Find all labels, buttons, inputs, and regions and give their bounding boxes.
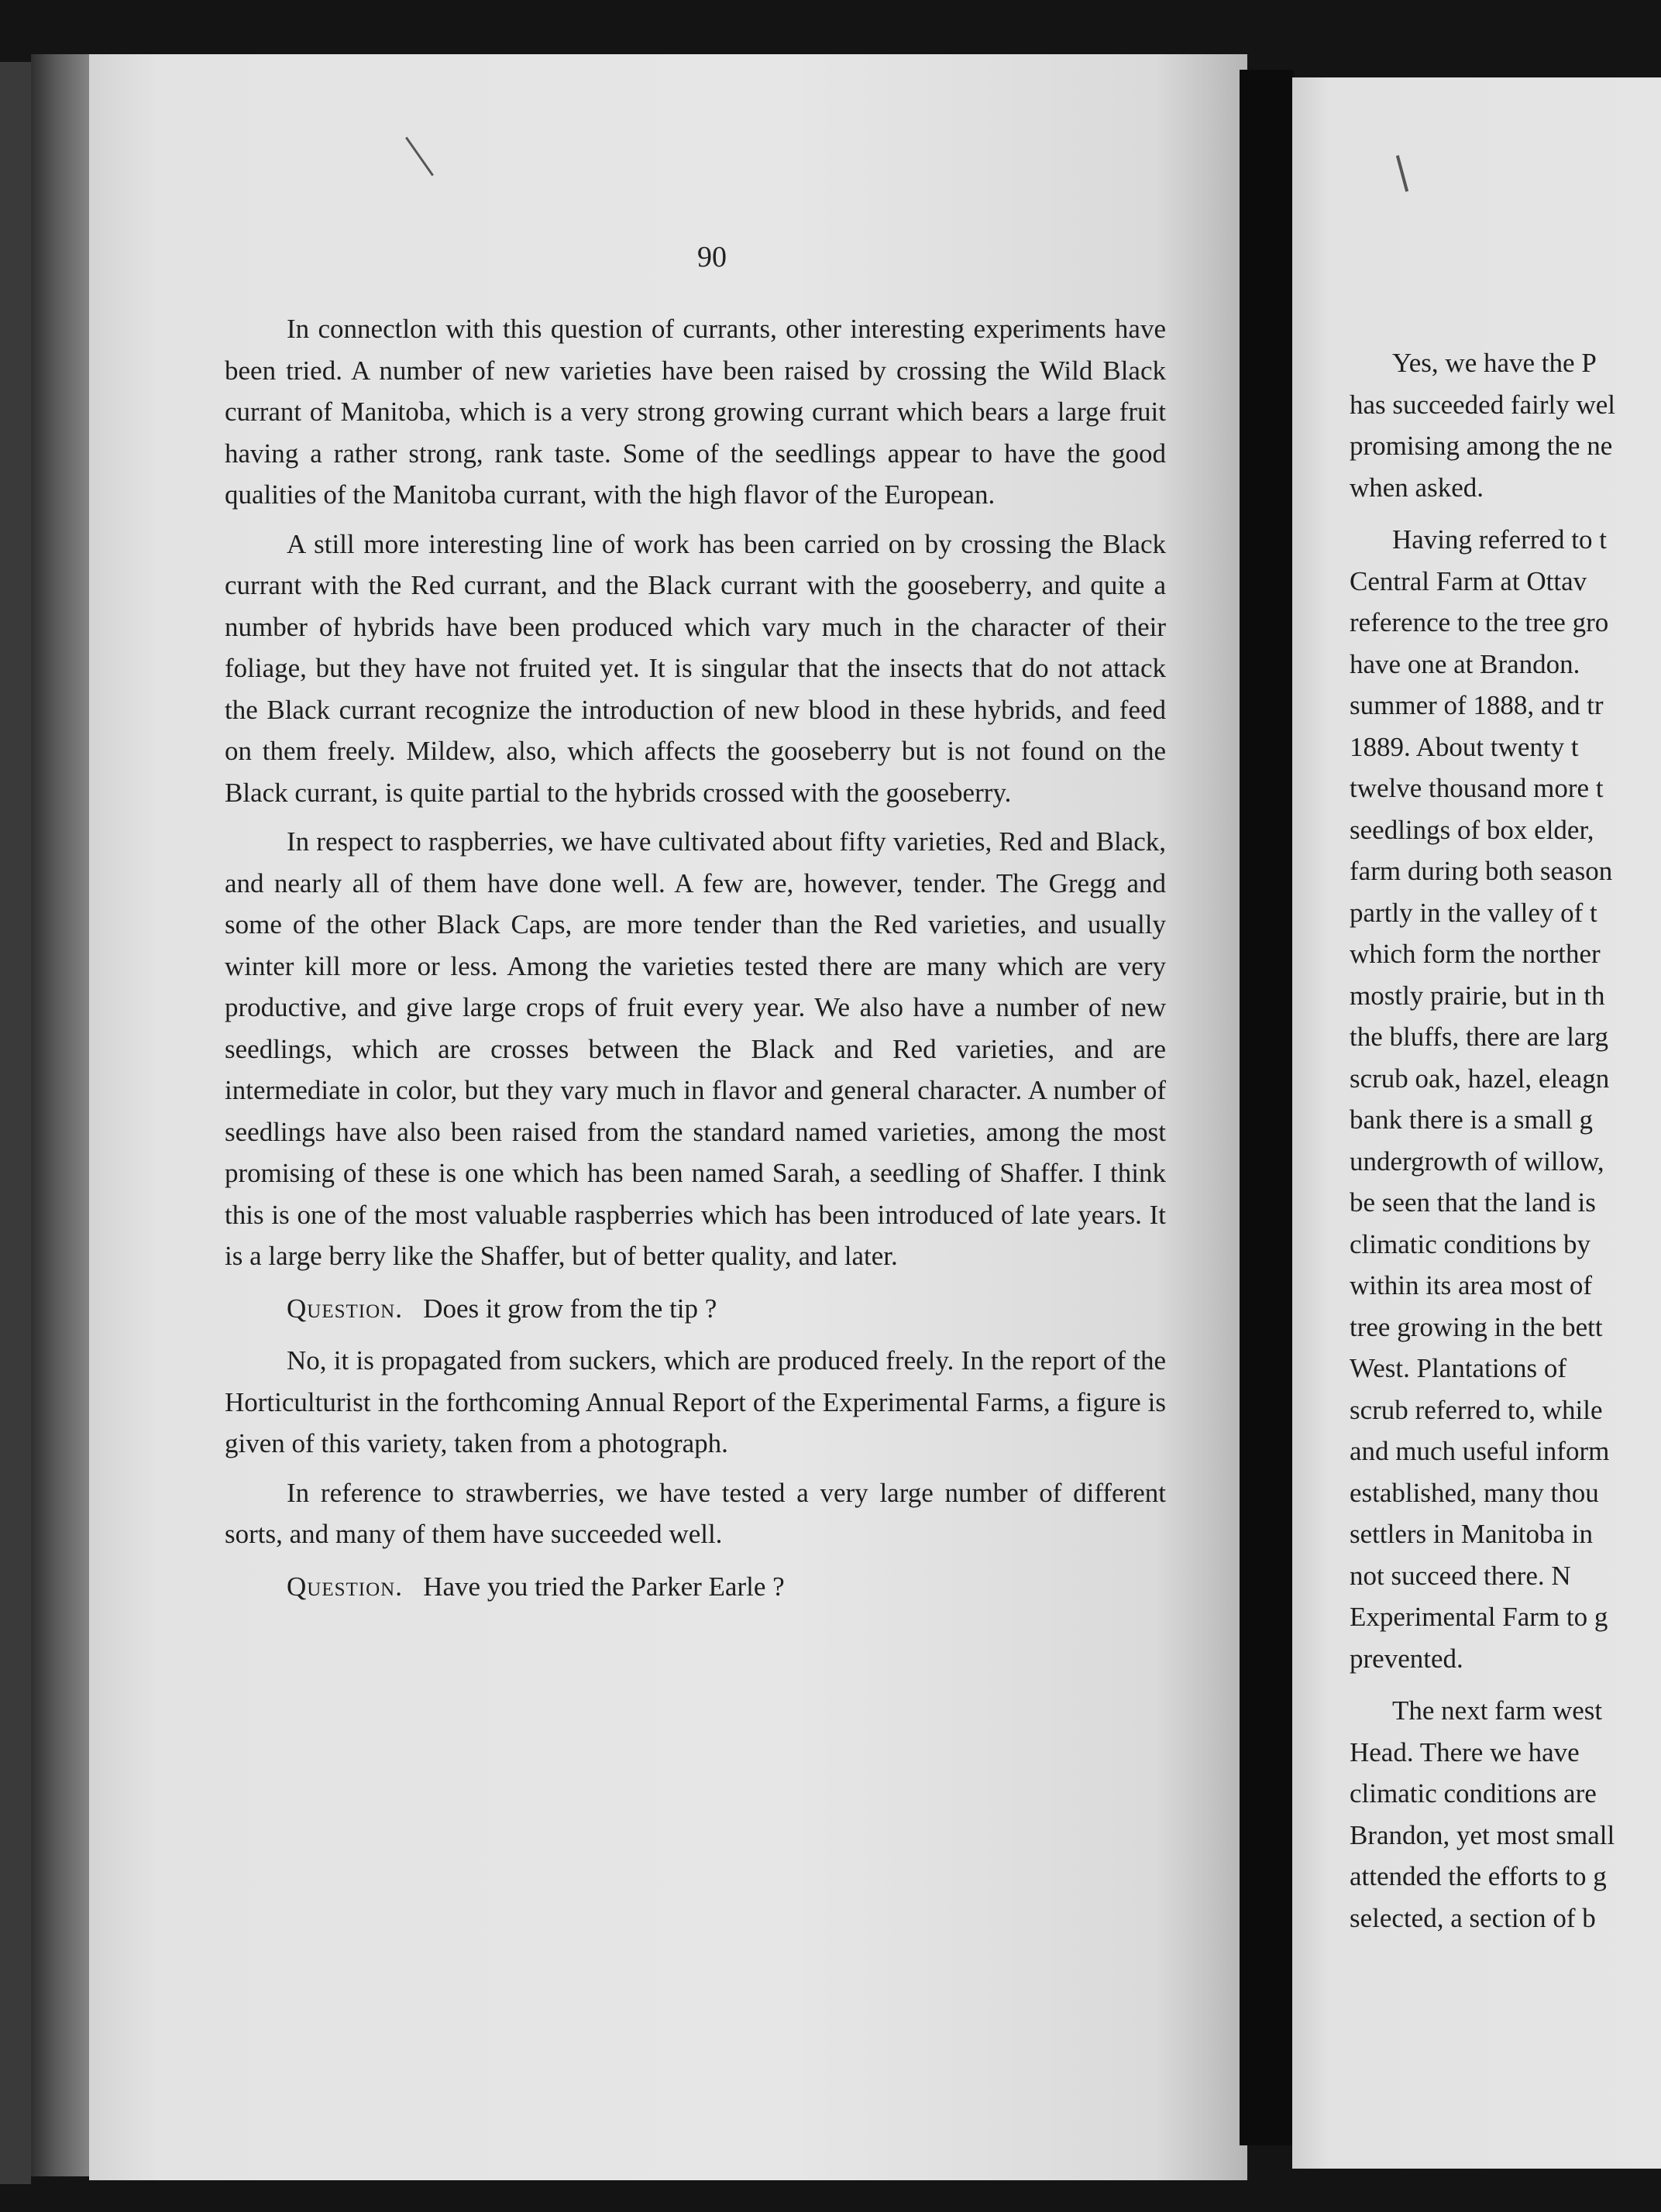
text-line: not succeed there. N [1350,1560,1571,1591]
text-line: settlers in Manitoba in [1350,1519,1593,1549]
paragraph-strawberries: In reference to strawberries, we have tested a very large number of different sorts, and many of them have succeeded well. [225,1477,1166,1549]
page-number: 90 [697,241,727,273]
page-edge-stack [31,54,93,2176]
text-line: have one at Brandon. [1350,648,1580,679]
text-line: when asked. [1350,472,1484,503]
text-line: scrub oak, hazel, eleagn [1350,1063,1610,1094]
text-line: prevented. [1350,1643,1463,1674]
text-line: attended the efforts to g [1350,1861,1607,1891]
text-line: partly in the valley of t [1350,897,1597,928]
text-line: tree growing in the bett [1350,1311,1603,1342]
book-gutter [1240,70,1294,2145]
question-label: Question. [287,1571,403,1602]
text-line: farm during both season [1350,856,1613,886]
text-line: scrub referred to, while [1350,1394,1603,1425]
text-line: Experimental Farm to g [1350,1602,1608,1632]
text-line: undergrowth of willow, [1350,1146,1604,1176]
paragraph-hybrids: A still more interesting line of work has been carried on by crossing the Black currant with the Red currant, and the Black currant with the gooseberry, and quite a number of hybrids have been produced which vary much in the character of their foliage, but they have not fruited yet. It is singular that the insects that do not attack the Black currant recognize the introduction of new blood in these hybrids, and feed on them freely. Mildew, also, which affects the gooseberry but is not found on the Black currant, is quite partial to the hybrids crossed with the gooseberry. [225,528,1166,808]
text-line: Having referred to t [1392,524,1607,555]
question-text: Does it grow from the tip ? [423,1293,717,1324]
text-line: seedlings of box elder, [1350,814,1594,845]
text-line: which form the norther [1350,939,1601,969]
text-line: promising among the ne [1350,431,1613,461]
text-line: Brandon, yet most small [1350,1819,1615,1850]
text-line: West. Plantations of [1350,1353,1567,1383]
text-line: mostly prairie, but in th [1350,980,1605,1011]
text-line: twelve thousand more t [1350,773,1604,803]
question-parker-earle [225,1566,1166,1608]
text-line: the bluffs, there are larg [1350,1022,1608,1052]
right-page-text [1350,342,1661,1939]
paragraph-raspberries: In respect to raspberries, we have cultivated about fifty varieties, Red and Black, and nearly all of them have done well. A few are, however, tender. The Gregg and some of the other Black Caps, are more tender than the Red varieties, and usually winter kill more or less. Among the varieties tested there are many which are very productive, and give large crops of fruit every year. We also have a number of new seedlings, which are crosses between the Black and Red varieties, and are intermediate in color, but they vary much in flavor and general character. A number of seedlings have also been raised from the standard named varieties, among the most promising of these is one which has been named Sarah, a seedling of Shaffer. I think this is one of the most valuable raspberries which has been introduced of late years. It is a large berry like the Shaffer, but of better quality, and later. [225,826,1166,1271]
text-line: be seen that the land is [1350,1187,1596,1218]
text-line: reference to the tree gro [1350,607,1609,637]
text-line: established, many thou [1350,1477,1599,1508]
book-spine [0,62,31,2184]
text-line: within its area most of [1350,1270,1593,1300]
text-line: Central Farm at Ottav [1350,565,1587,596]
question-text: Have you tried the Parker Earle ? [423,1571,785,1602]
text-line: bank there is a small g [1350,1104,1593,1135]
text-line: summer of 1888, and tr [1350,690,1604,720]
paragraph-suckers: No, it is propagated from suckers, which are produced freely. In the report of the Horticulturist in the forthcoming Annual Report of the Experimental Farms, a figure is given of this variety, taken from a photograph. [225,1345,1166,1458]
text-line: climatic conditions are [1350,1778,1597,1808]
text-line: has succeeded fairly wel [1350,389,1616,420]
question-label: Question. [287,1293,403,1324]
paragraph-currants: In connectlon with this question of currants, other interesting experiments have been tried. A number of new varieties have been raised by crossing the Wild Black currant of Manitoba, which is a very strong growing currant which bears a large fruit having a rather strong, rank taste. Some of the seedlings appear to have the good qualities of the Manitoba currant, with the high flavor of the European. [225,314,1166,510]
text-line: The next farm west [1392,1695,1603,1726]
left-page-text [225,308,1166,1607]
text-line: and much useful inform [1350,1436,1610,1466]
text-line: selected, a section of b [1350,1902,1596,1933]
question-tip [225,1288,1166,1330]
text-line: Head. There we have [1350,1736,1580,1767]
text-line: 1889. About twenty t [1350,731,1579,762]
text-line: climatic conditions by [1350,1228,1591,1259]
text-line: Yes, we have the P [1392,348,1597,378]
